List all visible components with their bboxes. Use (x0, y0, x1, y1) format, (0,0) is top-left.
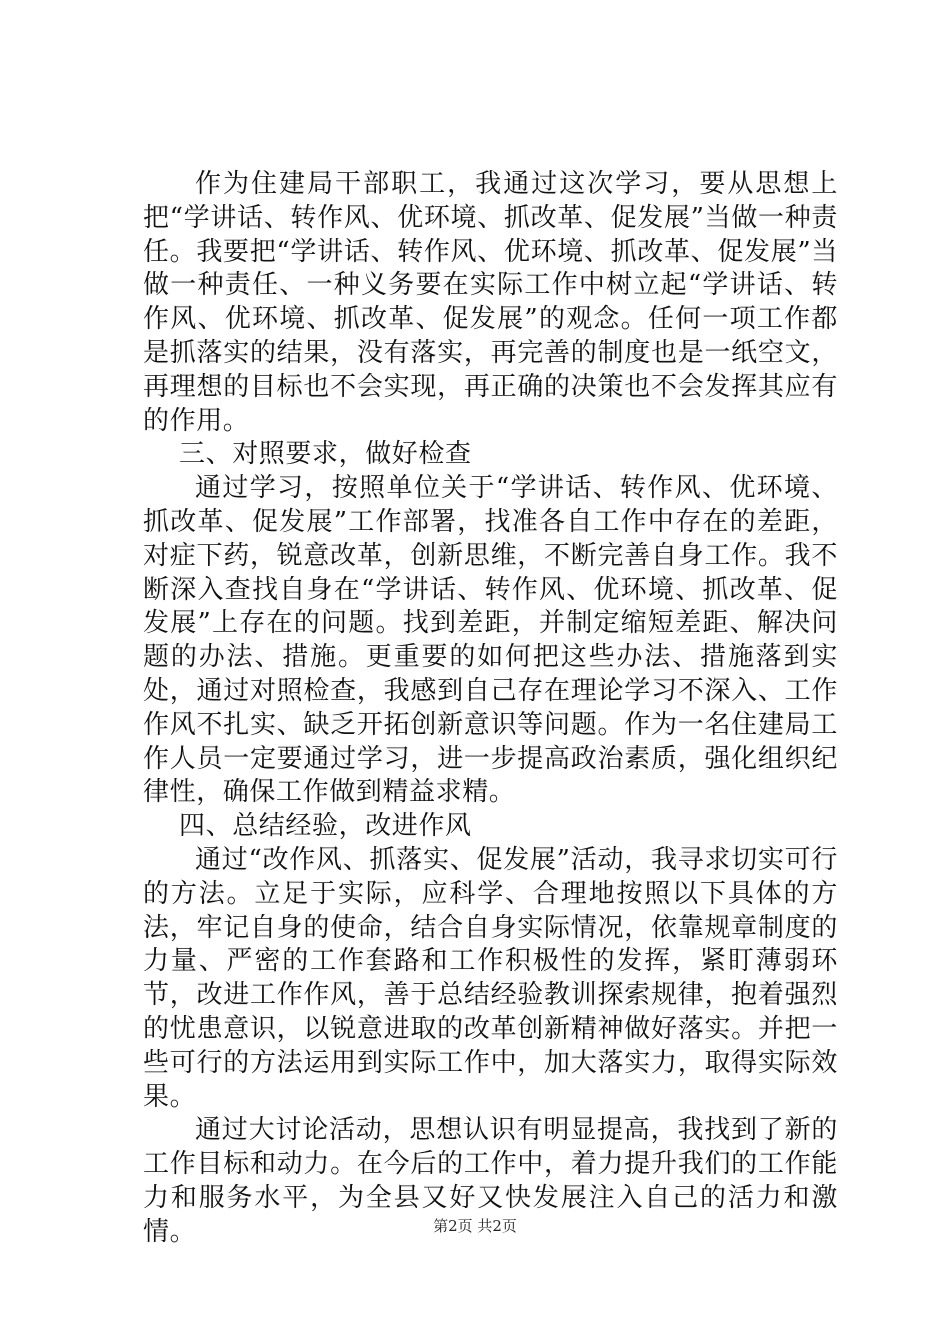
page-number-footer: 第2页 共2页 (433, 1217, 517, 1235)
paragraph-responsibility: 作为住建局干部职工，我通过这次学习，要从思想上把“学讲话、转作风、优环境、抓改革、促发展”当做一种责任。我要把“学讲话、转作风、优环境、抓改革、促发展”当做一种责任、一种义务要在实际工作中树立起“学讲话、转作风、优环境、抓改革、促发展”的观念。任何一项工作都是抓落实的结果，没有落实，再完善的制度也是一纸空文，再理想的目标也不会实现，再正确的决策也不会发挥其应有的作用。 (143, 169, 838, 436)
section-heading-4: 四、总结经验，改进作风 (179, 811, 472, 842)
paragraph-conclusion: 通过大讨论活动，思想认识有明显提高，我找到了新的工作目标和动力。在今后的工作中，着力提升我们的工作能力和服务水平，为全县又好又快发展注入自己的活力和激情。 (143, 1115, 838, 1247)
section-heading-3: 三、对照要求，做好检查 (179, 439, 472, 470)
document-body (143, 168, 838, 1250)
paragraph-methods: 通过“改作风、抓落实、促发展”活动，我寻求切实可行的方法。立足于实际，应科学、合理地按照以下具体的方法，牢记自身的使命，结合自身实际情况，依靠规章制度的力量、严密的工作套路和工作积极性的发挥，紧盯薄弱环节，改进工作作风，善于总结经验教训探索规律，抱着强烈的忧患意识，以锐意进取的改革创新精神做好落实。并把一些可行的方法运用到实际工作中，加大落实力，取得实际效果。 (143, 844, 838, 1112)
paragraph-check: 通过学习，按照单位关于“学讲话、转作风、优环境、抓改革、促发展”工作部署，找准各自工作中存在的差距，对症下药，锐意改革，创新思维，不断完善自身工作。我不断深入查找自身在“学讲话、转作风、优环境、抓改革、促发展”上存在的问题。找到差距，并制定缩短差距、解决问题的办法、措施。更重要的如何把这些办法、措施落到实处，通过对照检查，我感到自己存在理论学习不深入、工作作风不扎实、缺乏开拓创新意识等问题。作为一名住建局工作人员一定要通过学习，进一步提高政治素质，强化组织纪律性，确保工作做到精益求精。 (143, 473, 838, 808)
